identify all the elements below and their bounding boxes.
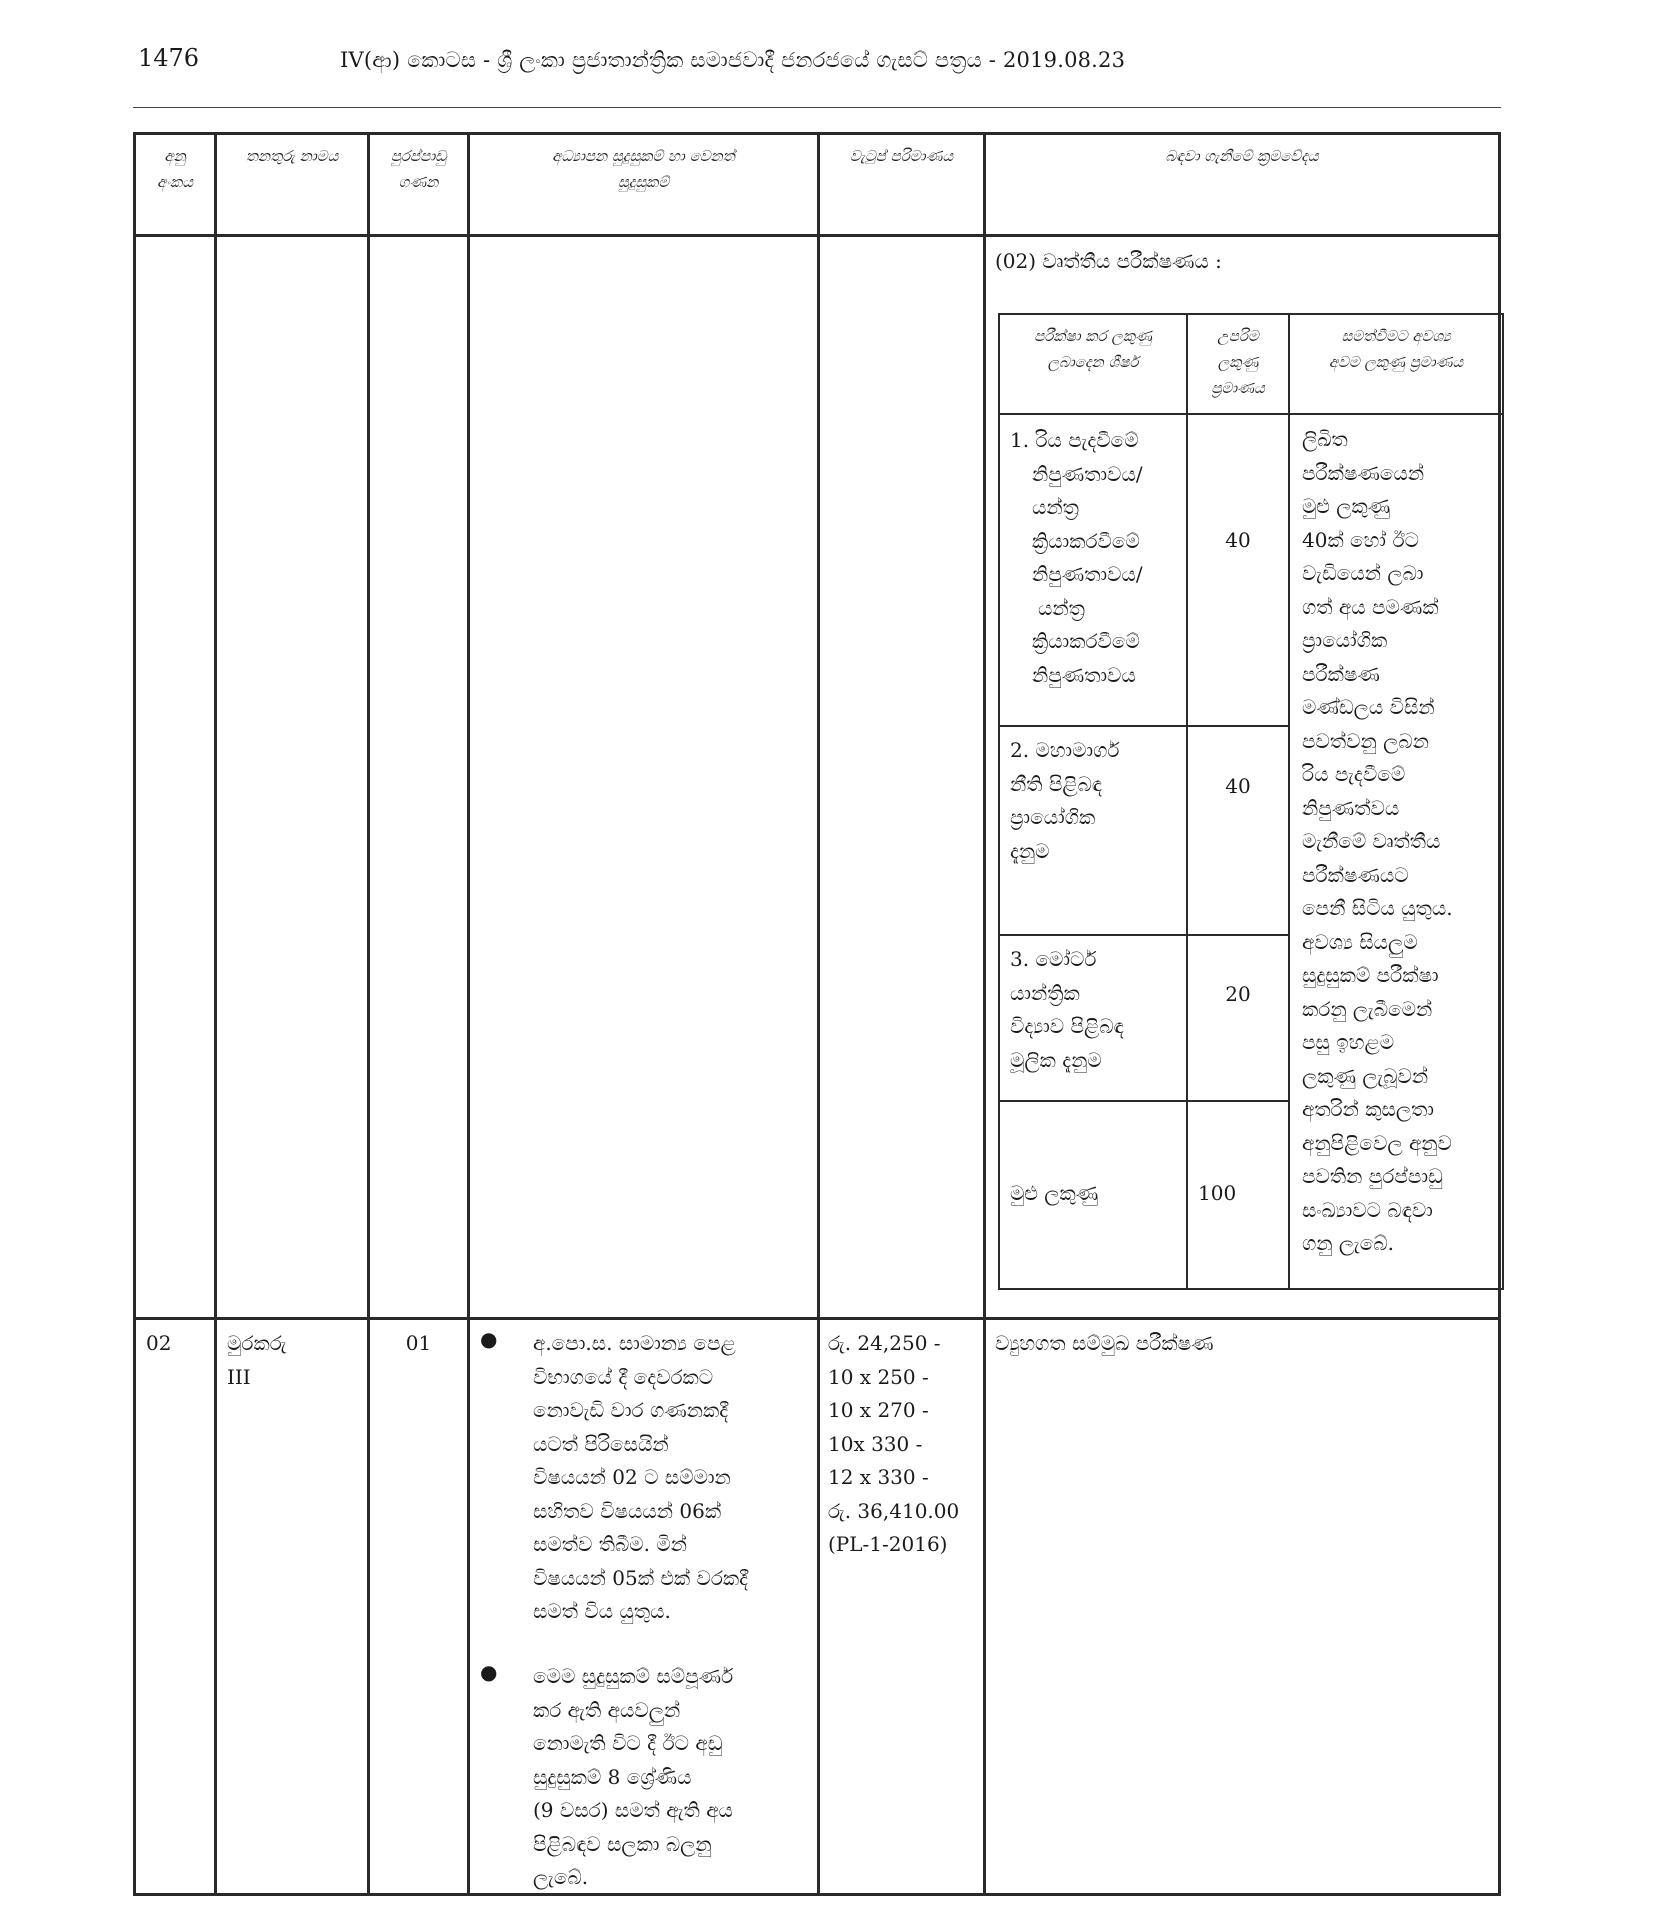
header-divider xyxy=(133,107,1501,108)
inner-header-min-marks xyxy=(1290,323,1502,375)
text-line: ලකුණු ලැබූවන් xyxy=(1302,1063,1429,1088)
text-line: සමත් විය යුතුය. xyxy=(533,1599,671,1623)
text-line: රු. 36,410.00 xyxy=(828,1498,960,1523)
text-line: නිපුණත්වය xyxy=(1302,795,1400,820)
inner-row-divider-1 xyxy=(998,725,1288,727)
text-line: රු. 24,250 - xyxy=(828,1331,941,1355)
text-line: යාන්ත්‍රික xyxy=(1010,980,1080,1005)
text-line: ගනු ලැබේ. xyxy=(1302,1231,1395,1255)
text-line: සමත්ව තිබීම. මින් xyxy=(533,1532,687,1556)
inner-row-divider-2 xyxy=(998,934,1288,936)
post-name xyxy=(227,1327,362,1394)
inner-table-header-border xyxy=(998,413,1504,415)
bullet-icon: ● xyxy=(480,1327,498,1351)
header-line: සුදුසුකම් xyxy=(617,173,670,191)
gazette-title: IV(ආ) කොටස - ශ්‍රී ලංකා ප්‍රජාතාන්ත්‍රික සමාජවාදී ජනරජයේ ගැසට් පත්‍රය - 2019.08.23 xyxy=(340,48,1126,72)
column-header-serial-no xyxy=(136,143,214,195)
text-line: පෙනී සිටිය යුතුය. xyxy=(1302,896,1453,920)
column-header-post-name xyxy=(217,143,367,169)
text-line: දැනුම xyxy=(1010,838,1050,863)
page-number: 1476 xyxy=(138,44,200,72)
text-line: විභාගයේ දී දෙවරකට xyxy=(533,1364,714,1389)
inner-table-left-border xyxy=(998,313,1000,1290)
text-line: යටත් පිරිසෙයින් xyxy=(533,1431,669,1456)
column-divider-1 xyxy=(214,132,217,1896)
inner-header-subject xyxy=(1000,323,1186,375)
header-line: බඳවා ගැනීමේ ක්‍රමවේදය xyxy=(1165,147,1319,165)
text-line: (PL-1-2016) xyxy=(828,1532,948,1556)
total-marks-label: මුළු ලකුණු xyxy=(1010,1181,1099,1205)
max-marks-driving-skills: 40 xyxy=(1225,528,1251,552)
text-line: ප්‍රායෝගික xyxy=(1010,805,1096,829)
text-line: 3. මෝටර් xyxy=(1010,947,1097,971)
subject-driving-skills xyxy=(1010,424,1186,692)
qualification-grade8-alternative xyxy=(533,1660,815,1895)
text-line: විෂයයන් 05ක් එක් වරකදී xyxy=(533,1565,749,1590)
text-line: මණ්ඩලය විසින් xyxy=(1302,695,1435,719)
vacancy-count: 01 xyxy=(405,1331,432,1355)
text-line: යන්ත්‍ර xyxy=(1038,595,1085,620)
text-line: පරීක්ෂණ xyxy=(1302,661,1380,686)
text-line: කර ඇති අයවලුන් xyxy=(533,1697,681,1722)
text-line: අ.පො.ස. සාමාන්‍ය පෙළ xyxy=(533,1331,736,1355)
column-divider-3 xyxy=(467,132,470,1896)
inner-table-top-border xyxy=(998,313,1504,315)
text-line: ප්‍රායෝගික xyxy=(1302,628,1388,652)
text-line: ලැබේ. xyxy=(533,1865,589,1889)
header-line: සමත්වීමට අවශ්‍ය xyxy=(1341,327,1451,345)
text-line: පවතින පුරප්පාඩු xyxy=(1302,1164,1443,1188)
max-marks-highway-rules: 40 xyxy=(1225,774,1251,798)
column-divider-5 xyxy=(983,132,986,1896)
subject-motor-mechanics xyxy=(1010,943,1186,1077)
text-line: 2. මහාමාර්ග xyxy=(1010,738,1120,762)
text-line: සහිතව විෂයයන් 06ක් xyxy=(533,1498,722,1523)
text-line: පරීක්ෂණයෙන් xyxy=(1302,460,1425,485)
text-line: අවශ්‍ය සියලුම xyxy=(1302,929,1418,954)
text-line: නීති පිළිබඳ xyxy=(1010,771,1103,796)
text-line: මැනීමේ වෘත්තීය xyxy=(1302,829,1441,853)
text-line: 40ක් හෝ ඊට xyxy=(1302,527,1420,552)
text-line: නිපුණතාවය/ xyxy=(1032,562,1143,586)
text-line: පසු ඉහළම xyxy=(1302,1030,1395,1054)
text-line: නොමැති විට දී ඊට අඩු xyxy=(533,1731,723,1755)
text-line: (9 වසර) සමත් ඇති අය xyxy=(533,1798,733,1822)
text-line: නොවැඩි වාර ගණනකදී xyxy=(533,1398,729,1422)
text-line: පවත්වනු ලබන xyxy=(1302,728,1429,753)
salary-scale xyxy=(828,1327,980,1562)
text-line: 10x 330 - xyxy=(828,1431,923,1456)
vocational-test-title: (02) වෘත්තීය පරීක්ෂණය : xyxy=(995,249,1222,273)
header-line: පුරප්පාඩු xyxy=(390,147,447,165)
table-left-border xyxy=(133,132,136,1896)
column-divider-2 xyxy=(367,132,370,1896)
recruitment-method: ව්‍යුහගත සම්මුඛ පරීක්ෂණ xyxy=(995,1331,1214,1355)
text-line: III xyxy=(227,1364,251,1389)
inner-column-divider-2 xyxy=(1288,313,1290,1290)
total-marks-value: 100 xyxy=(1198,1181,1237,1205)
inner-header-max-marks xyxy=(1188,323,1288,401)
inner-table-bottom-border xyxy=(998,1288,1504,1290)
subject-highway-rules xyxy=(1010,734,1186,868)
text-line: රිය පැදවීමේ xyxy=(1302,762,1406,786)
column-header-qualifications xyxy=(470,143,817,195)
header-line: තනතුරු නාමය xyxy=(245,147,339,165)
text-line: පරීක්ෂණයට xyxy=(1302,862,1409,887)
header-line: අධ්‍යාපන සුදුසුකම් හා වෙනත් xyxy=(552,147,735,165)
text-line: සංඛ්‍යාවට බඳවා xyxy=(1302,1197,1433,1222)
column-header-salary-scale xyxy=(820,143,983,169)
header-line: වැටුප් පරිමාණය xyxy=(849,147,954,165)
text-line: මුරකරු xyxy=(227,1331,287,1355)
header-line: අවම ලකුණු ප්‍රමාණය xyxy=(1328,353,1464,371)
column-divider-4 xyxy=(817,132,820,1896)
text-line: පිළිබඳව සලකා බලනු xyxy=(533,1831,712,1856)
text-line: නිපුණතාවය/ xyxy=(1032,461,1143,486)
text-line: නිපුණතාවය xyxy=(1032,662,1136,687)
header-line: අංකය xyxy=(156,173,193,191)
text-line: විෂයයන් 02 ට සම්මාන xyxy=(533,1465,731,1489)
text-line: ලිඛිත xyxy=(1302,427,1348,451)
text-line: අනුපිළිවෙල අනුව xyxy=(1302,1130,1452,1155)
text-line: ගත් අය පමණක් xyxy=(1302,594,1439,619)
text-line: සුදුසුකම් පරීක්ෂා xyxy=(1302,963,1439,987)
text-line: වැඩියෙන් ලබා xyxy=(1302,561,1424,585)
column-header-vacancies xyxy=(370,143,467,195)
text-line: 10 x 270 - xyxy=(828,1398,929,1422)
text-line: අතරින් කුසලතා xyxy=(1302,1097,1434,1121)
header-line: පරීක්ෂා කර ලකුණු xyxy=(1034,327,1152,345)
min-marks-requirement xyxy=(1302,423,1500,1261)
text-line: මුළු ලකුණු xyxy=(1302,494,1391,518)
header-line: ප්‍රමාණය xyxy=(1211,379,1265,397)
text-line: විද්‍යාව පිළිබඳ xyxy=(1010,1014,1124,1038)
text-line: මූලික දැනුම xyxy=(1010,1047,1102,1072)
qualification-ol-exam xyxy=(533,1327,815,1629)
header-line: ලබාදෙන ශීර්ෂ xyxy=(1047,353,1139,371)
text-line: ක්‍රියාකරවීමේ xyxy=(1032,629,1140,653)
inner-table-right-border xyxy=(1502,313,1504,1290)
header-line: අනු xyxy=(164,147,186,165)
max-marks-motor-mechanics: 20 xyxy=(1225,982,1251,1006)
text-line: 12 x 330 - xyxy=(828,1465,929,1489)
text-line: යන්ත්‍ර xyxy=(1032,495,1079,519)
text-line: මෙම සුදුසුකම් සම්පූර්ණ xyxy=(533,1664,734,1688)
text-line: 10 x 250 - xyxy=(828,1364,929,1389)
row-serial-number: 02 xyxy=(146,1331,172,1355)
header-line: ගණන xyxy=(398,173,439,191)
header-line: ලකුණු xyxy=(1217,353,1259,371)
text-line: සුදුසුකම් 8 ශ්‍රේණිය xyxy=(533,1764,692,1789)
inner-row-divider-3 xyxy=(998,1100,1288,1102)
column-header-recruitment-method xyxy=(986,143,1498,169)
text-line: ක්‍රියාකරවීමේ xyxy=(1032,528,1140,553)
header-line: උපරිම xyxy=(1217,327,1259,345)
text-line: කරනු ලැබීමෙන් xyxy=(1302,996,1433,1021)
text-line: 1. රිය පැදවීමේ xyxy=(1010,428,1139,452)
bullet-icon: ● xyxy=(480,1660,498,1684)
